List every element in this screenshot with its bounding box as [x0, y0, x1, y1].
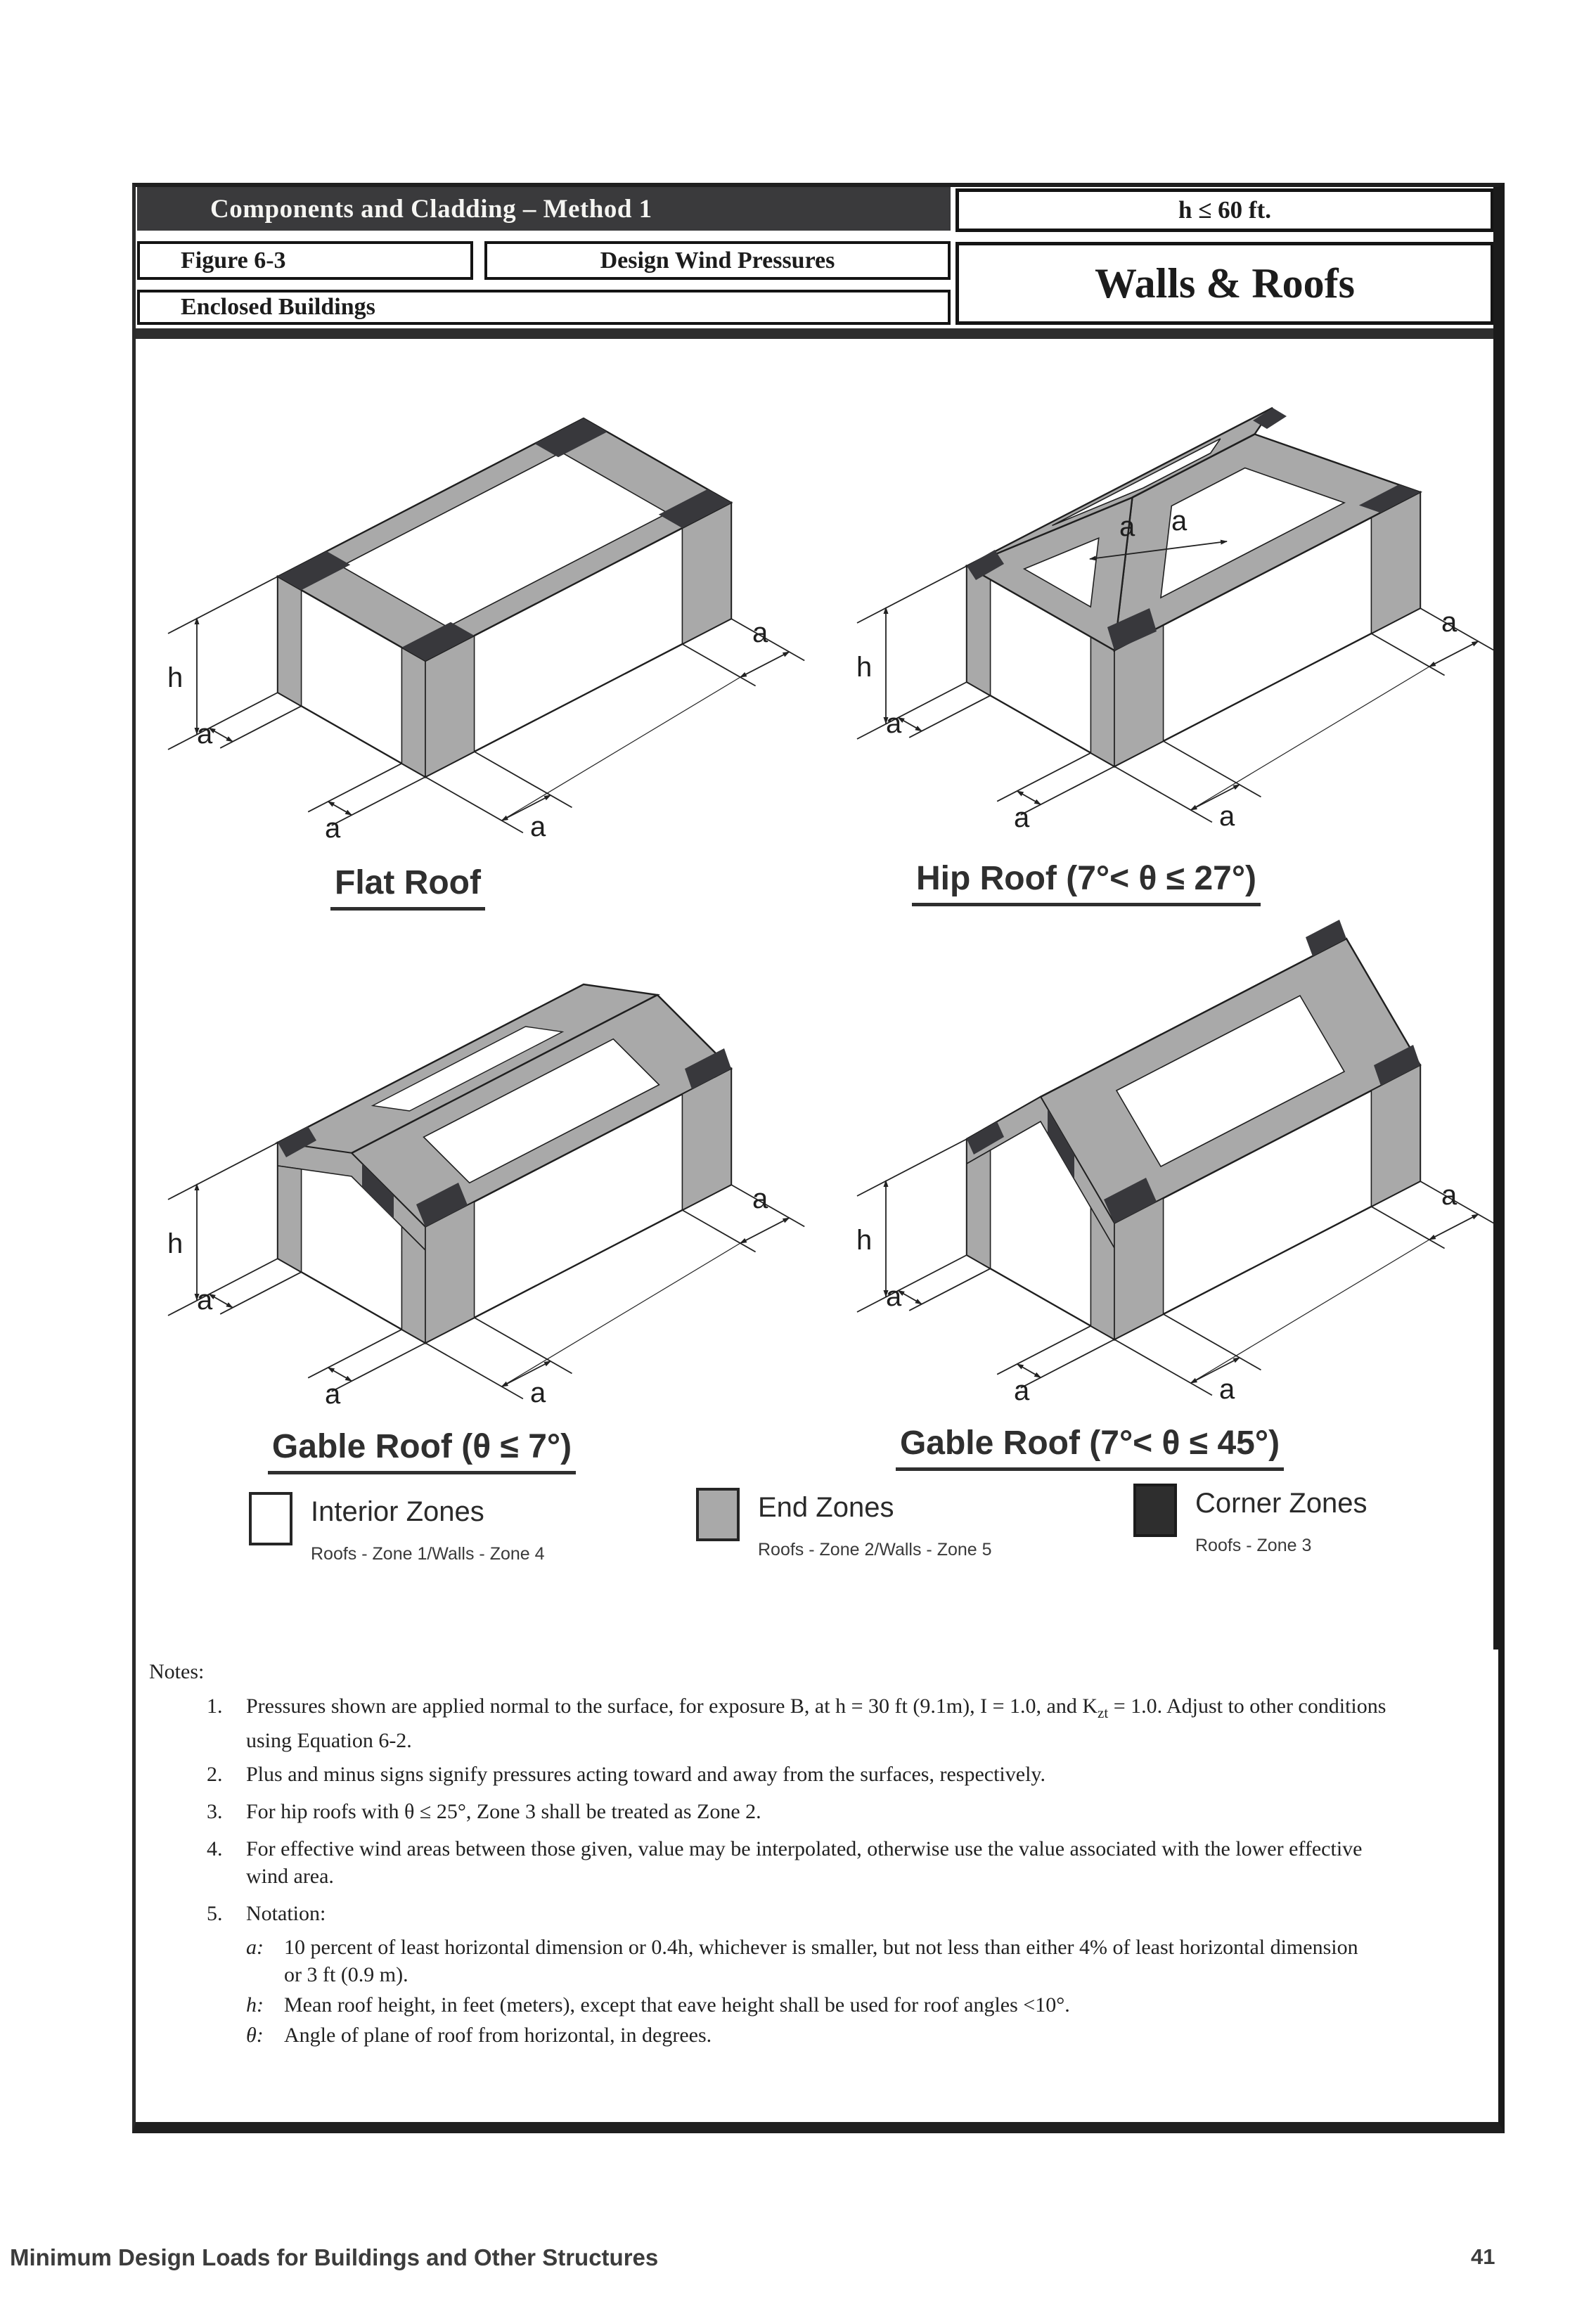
height-dimension-label: h: [856, 652, 873, 683]
height-dimension-label: h: [167, 662, 184, 693]
notation-text: Mean roof height, in feet (meters), except that eave height shall be used for roof angles <10°.: [284, 1993, 1070, 2017]
hip-roof-title: Hip Roof (7°< θ ≤ 27°): [805, 859, 1367, 906]
a-dimension-label: a: [752, 617, 768, 648]
a-dimension-label: a: [886, 708, 902, 739]
notation-text: Angle of plane of roof from horizontal, in degrees.: [284, 2024, 712, 2047]
legend-corner-zones-label: Corner Zones: [1195, 1488, 1367, 1519]
notation-item: [246, 1991, 1441, 2019]
a-dimension-label: a: [1014, 802, 1030, 833]
note-item: [141, 1761, 1441, 1788]
legend-interior-zones-caption: Roofs - Zone 1/Walls - Zone 4: [311, 1544, 545, 1564]
scope-label: Walls & Roofs: [1094, 259, 1356, 307]
height-dimension-label: h: [167, 1228, 184, 1259]
figure-subtitle-box: [484, 241, 951, 280]
legend-end-zones-label: End Zones: [758, 1492, 894, 1523]
flat-roof-diagram: [105, 327, 809, 861]
k-subscript: zt: [1098, 1704, 1109, 1721]
note-text: Plus and minus signs signify pressures acting toward and away from the surfaces, respectively.: [246, 1763, 1045, 1786]
gable-high-roof-title: Gable Roof (7°< θ ≤ 45°): [809, 1424, 1371, 1471]
height-limit-box: [955, 188, 1494, 232]
gable-high-roof-diagram: [794, 889, 1498, 1424]
notation-item: [246, 1934, 1441, 1988]
a-dimension-label: a: [197, 1285, 213, 1316]
gable-high-building: [967, 920, 1420, 1339]
note-text: For effective wind areas between those given, value may be interpolated, otherwise use the value associated with the lower effective wind area.: [246, 1837, 1363, 1888]
a-dimension-label: a: [1171, 506, 1188, 536]
figure-title: Components and Cladding – Method 1: [210, 194, 652, 224]
note-item: [141, 1835, 1441, 1890]
note-text: Pressures shown are applied normal to the surface, for exposure B, at h = 30 ft (9.1m), I = 1.0, and $K_{zt} = 1.0$. Adjust to other conditions using Equation 6-2.: [246, 1695, 1386, 1752]
scope-box: [955, 242, 1494, 325]
note-text: For hip roofs with θ ≤ 25°, Zone 3 shall be treated as Zone 2.: [246, 1800, 761, 1823]
page-number: 41: [1471, 2244, 1495, 2269]
notation-text: 10 percent of least horizontal dimension or 0.4h, whichever is smaller, but not less than either 4% of least horizontal dimension or 3 ft (0.9 m).: [284, 1936, 1358, 1986]
a-dimension-label: a: [752, 1183, 768, 1214]
notation-symbol: h:: [246, 1993, 264, 2017]
gable-low-roof-diagram: [105, 893, 809, 1427]
a-dimension-label: a: [1441, 1180, 1457, 1211]
a-dimension-label: a: [1441, 607, 1457, 638]
note-item: [141, 1900, 1441, 1927]
a-dimension-label: a: [1219, 1374, 1235, 1405]
flat-roof-title: Flat Roof: [162, 863, 654, 911]
interior-zone-swatch: [249, 1492, 292, 1545]
a-dimension-label: a: [530, 811, 546, 842]
notes-heading: Notes:: [149, 1660, 205, 1683]
notes-section: [141, 1658, 1441, 2052]
notation-symbol: θ:: [246, 2024, 264, 2047]
note-text: Notation:: [246, 1902, 326, 1925]
figure-number-box: [137, 241, 473, 280]
note-item: [141, 1692, 1441, 1754]
a-dimension-label: a: [1014, 1375, 1030, 1406]
height-limit: h ≤ 60 ft.: [1178, 196, 1271, 224]
end-zone-swatch: [696, 1488, 740, 1541]
a-dimension-label: a: [325, 813, 341, 844]
notation-item: [246, 2021, 1441, 2049]
a-dimension-label: a: [886, 1281, 902, 1312]
height-dimension-label: h: [856, 1225, 873, 1256]
building-type: Enclosed Buildings: [181, 294, 375, 320]
corner-zone-swatch: [1133, 1484, 1177, 1537]
a-dimension-label: a: [530, 1377, 546, 1408]
gable-low-roof-title: Gable Roof (θ ≤ 7°): [176, 1427, 668, 1474]
figure-number: Figure 6-3: [181, 247, 286, 274]
a-dimension-label: a: [325, 1379, 341, 1410]
figure-subtitle: Design Wind Pressures: [600, 247, 835, 274]
figure-title-bar: [137, 187, 951, 231]
legend-end-zones-caption: Roofs - Zone 2/Walls - Zone 5: [758, 1540, 992, 1560]
note-number: 3.: [207, 1800, 223, 1823]
hip-roof-diagram: [794, 316, 1498, 851]
note-item: [141, 1798, 1441, 1825]
a-dimension-label: a: [1119, 511, 1135, 542]
notation-symbol: a:: [246, 1936, 264, 1959]
book-title: Minimum Design Loads for Buildings and Other Structures: [10, 2244, 659, 2270]
legend-corner-zones-caption: Roofs - Zone 3: [1195, 1536, 1312, 1555]
note-number: 2.: [207, 1763, 223, 1786]
legend-interior-zones-label: Interior Zones: [311, 1496, 484, 1527]
a-dimension-label: a: [1219, 801, 1235, 832]
note-number: 4.: [207, 1837, 223, 1860]
note-number: 1.: [207, 1695, 223, 1718]
a-dimension-label: a: [197, 719, 213, 750]
note-number: 5.: [207, 1902, 223, 1925]
